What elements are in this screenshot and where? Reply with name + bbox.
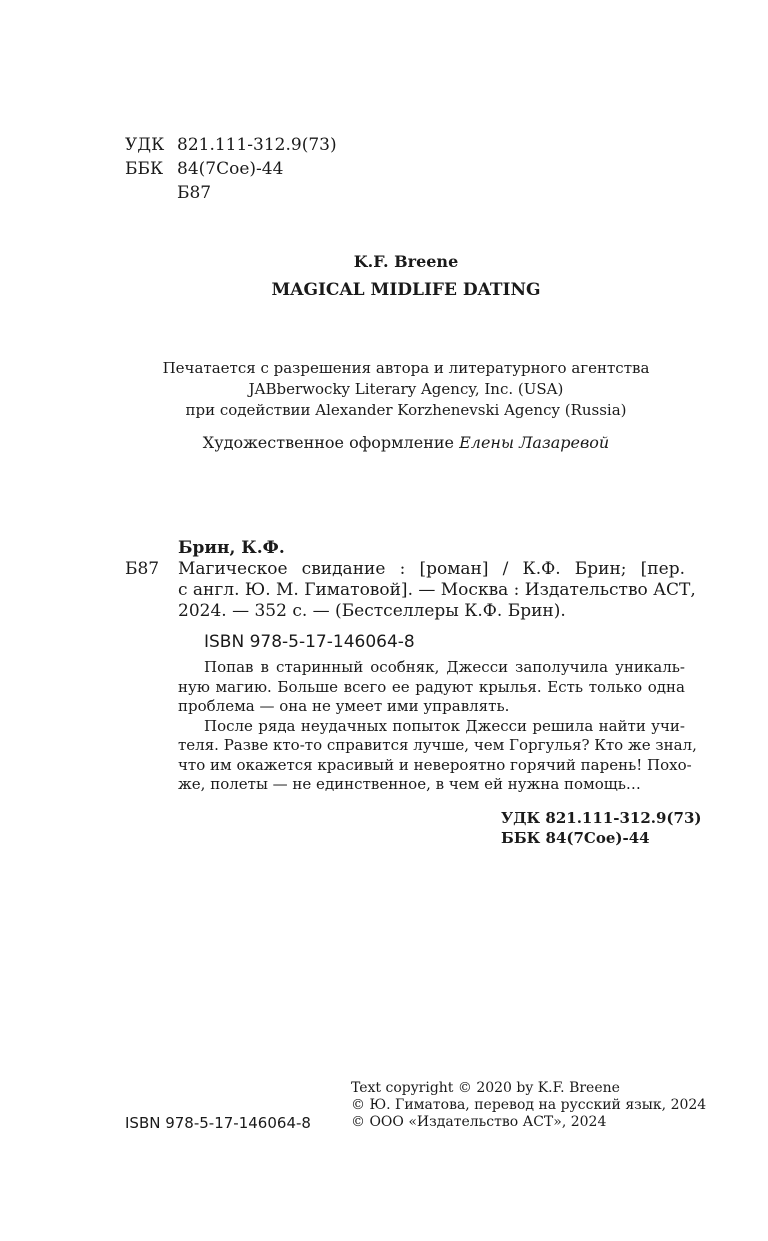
annotation-line: проблема — она не умеет ими управлять.	[178, 697, 510, 715]
annotation-line: После ряда неудачных попыток Джесси решила найти учи-	[204, 716, 685, 735]
classification-right	[501, 808, 702, 848]
permission-line-2: JABberwocky Literary Agency, Inc. (USA)	[248, 380, 564, 398]
bbk-label: ББК	[125, 159, 164, 179]
permission-line-3: при содействии Alexander Korzhenevski Agency (Russia)	[185, 401, 627, 419]
annotation-line: что им окажется красивый и невероятно горячий парень! Похо-	[178, 755, 692, 774]
catalog-desc-line-2: с англ. Ю. М. Гиматовой]. — Москва : Издательство АСТ,	[178, 580, 696, 600]
bbk-row	[125, 157, 337, 181]
annotation-line: Попав в старинный особняк, Джесси заполучила уникаль-	[204, 658, 685, 676]
isbn-bottom: ISBN 978-5-17-146064-8	[125, 1114, 311, 1132]
catalog-desc-line-1: Магическое свидание : [роман] / К.Ф. Брин; [пер.	[178, 559, 685, 579]
classification-block	[125, 133, 337, 205]
artwork-artist: Елены Лазаревой	[459, 433, 610, 452]
udk-label: УДК	[125, 135, 165, 155]
bbk-value: 84(7Сое)-44	[177, 159, 284, 179]
copyright-block	[351, 1080, 706, 1131]
annotation	[178, 658, 697, 795]
udk-value: 821.111-312.9(73)	[177, 135, 337, 155]
artwork-credit	[0, 433, 768, 452]
udk-right: УДК 821.111-312.9(73)	[501, 809, 702, 827]
annotation-line: ную магию. Больше всего ее радуют крылья. Есть только одна	[178, 677, 685, 696]
bbk-right: ББК 84(7Сое)-44	[501, 829, 650, 847]
original-author: K.F. Breene	[353, 252, 459, 271]
catalog-author: Брин, К.Ф.	[178, 538, 285, 558]
author-sign-row	[125, 181, 337, 205]
catalog-isbn: ISBN 978-5-17-146064-8	[204, 632, 415, 652]
author-sign: Б87	[177, 183, 212, 203]
copyright-line-2: © Ю. Гиматова, перевод на русский язык, 2024	[351, 1097, 707, 1113]
original-title: MAGICAL MIDLIFE DATING	[271, 280, 541, 300]
copyright-line-3: © ООО «Издательство АСТ», 2024	[351, 1114, 607, 1130]
permission-notice	[0, 358, 768, 421]
annotation-line: теля. Разве кто-то справится лучше, чем Горгулья? Кто же знал,	[178, 736, 697, 754]
udk-row	[125, 133, 337, 157]
permission-line-1: Печатается с разрешения автора и литературного агентства	[162, 359, 650, 377]
catalog-description	[178, 559, 696, 622]
catalog-code: Б87	[125, 559, 160, 579]
annotation-line: же, полеты — не единственное, в чем ей нужна помощь…	[178, 775, 641, 793]
catalog-desc-line-3: 2024. — 352 с. — (Бестселлеры К.Ф. Брин).	[178, 601, 566, 621]
artwork-label: Художественное оформление	[202, 433, 454, 452]
copyright-line-1: Text copyright © 2020 by K.F. Breene	[351, 1080, 620, 1096]
